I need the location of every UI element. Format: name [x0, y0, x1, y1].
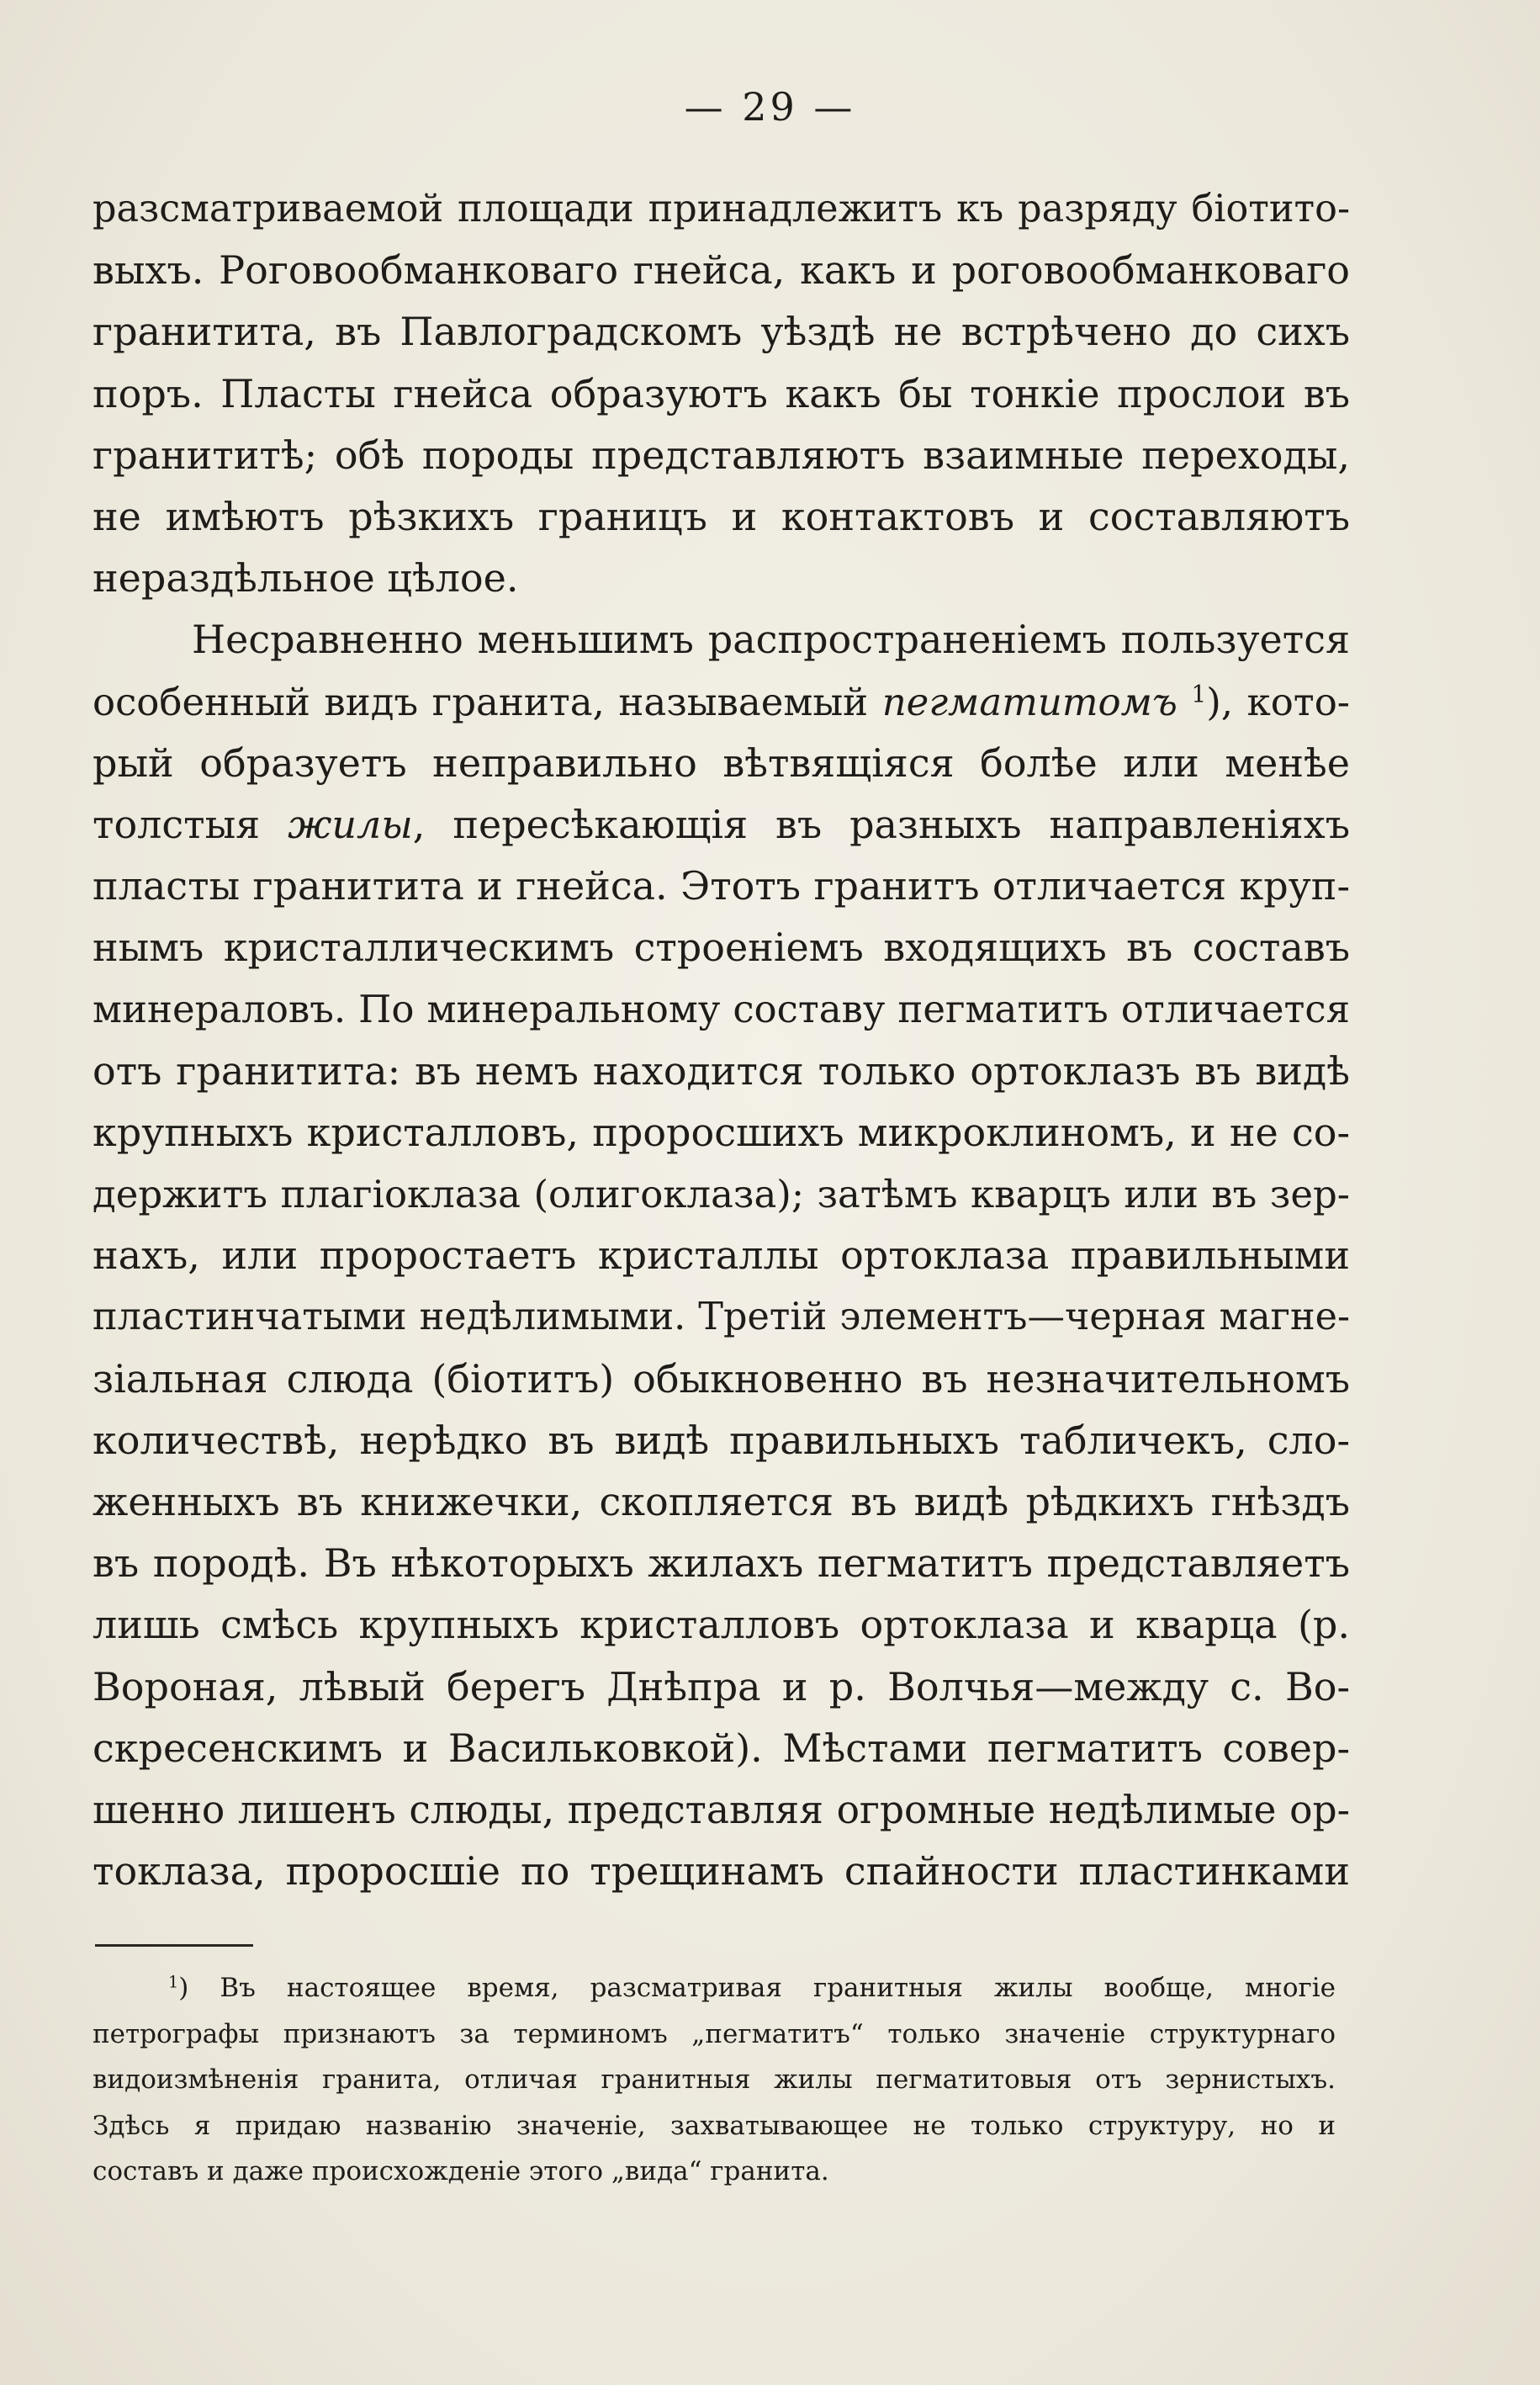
text-line [93, 794, 1350, 856]
text-line: не имѣютъ рѣзкихъ границъ и контактовъ и составляютъ [93, 493, 1350, 539]
text-line [93, 671, 1350, 733]
text-line: Несравненно меньшимъ распространеніемъ пользуется [192, 617, 1350, 663]
footnote-reference: 1 [1191, 680, 1207, 708]
text-fragment: ) Въ настоящее время, разсматривая гранитныя жилы вообще, многіе [178, 1973, 1336, 2003]
text-line: нымъ кристаллическимъ строеніемъ входящихъ въ составъ [93, 925, 1350, 971]
text-line: пластинчатыми недѣлимыми. Третій элементъ—черная магне- [93, 1296, 1350, 1339]
footnote-divider [95, 1944, 253, 1947]
text-fragment: , пересѣкающія въ разныхъ направленіяхъ [412, 801, 1351, 847]
text-line: лишь смѣсь крупныхъ кристалловъ ортоклаза и кварца (р. [93, 1602, 1350, 1648]
text-line: гранититѣ; обѣ породы представляютъ взаимные переходы, [93, 432, 1350, 478]
text-line: количествѣ, нерѣдко въ видѣ правильныхъ табличекъ, сло- [93, 1417, 1350, 1463]
text-line: рый образуетъ неправильно вѣтвящіяся болѣе или менѣе [93, 739, 1350, 786]
italic-term-veins: жилы [288, 801, 413, 847]
text-line: скресенскимъ и Васильковкой). Мѣстами пегматитъ совер- [93, 1725, 1350, 1771]
footnote-line: Здѣсь я придаю названію значеніе, захватывающее не только структуру, но и [93, 2110, 1336, 2141]
text-line: минераловъ. По минеральному составу пегматитъ отличается [93, 987, 1350, 1032]
footnote-line: видоизмѣненія гранита, отличая гранитныя жилы пегматитовыя отъ зернистыхъ. [93, 2064, 1336, 2096]
text-line: поръ. Пласты гнейса образуютъ какъ бы тонкіе прослои въ [93, 370, 1350, 416]
text-fragment: особенный видъ гранита, называемый [93, 679, 882, 724]
text-fragment: ), кото- [1206, 679, 1351, 724]
text-line: въ породѣ. Въ нѣкоторыхъ жилахъ пегматитъ представляетъ [93, 1540, 1350, 1587]
text-line: нахъ, или проростаетъ кристаллы ортоклаза правильными [93, 1232, 1350, 1279]
text-line: женныхъ въ книжечки, скопляется въ видѣ рѣдкихъ гнѣздъ [93, 1478, 1350, 1524]
footnote-line [93, 1965, 1336, 2011]
main-text [93, 178, 1350, 1902]
text-line: Вороная, лѣвый берегъ Днѣпра и р. Волчья—между с. Во- [93, 1663, 1350, 1709]
text-line: пласты гранитита и гнейса. Этотъ гранитъ отличается круп- [93, 863, 1350, 909]
footnote [93, 1965, 1336, 2195]
text-fragment: толстыя [93, 801, 288, 847]
footnote-marker: 1 [168, 1972, 179, 1992]
text-line: токлаза, проросшіе по трещинамъ спайности пластинками [93, 1848, 1350, 1895]
page-number: — 29 — [684, 84, 856, 130]
text-line: шенно лишенъ слюды, представляя огромные недѣлимые ор- [93, 1787, 1350, 1832]
text-line: держитъ плагіоклаза (олигоклаза); затѣмъ кварцъ или въ зер- [93, 1172, 1350, 1216]
text-line: зіальная слюда (біотитъ) обыкновенно въ незначительномъ [93, 1355, 1350, 1402]
text-line: разсматриваемой площади принадлежитъ къ разряду біотито- [93, 188, 1350, 231]
text-line: выхъ. Роговообманковаго гнейса, какъ и роговообманковаго [93, 247, 1350, 294]
footnote-line: составъ и даже происхожденіе этого „вида“ гранита. [93, 2156, 829, 2187]
text-line: нераздѣльное цѣлое. [93, 555, 519, 602]
text-line: крупныхъ кристалловъ, проросшихъ микроклиномъ, и не со- [93, 1109, 1350, 1155]
footnote-line: петрографы признаютъ за терминомъ „пегматитъ“ только значеніе структурнаго [93, 2018, 1336, 2049]
text-line: отъ гранитита: въ немъ находится только ортоклазъ въ видѣ [93, 1047, 1350, 1094]
italic-term-pegmatite: пегматитомъ [881, 679, 1177, 724]
text-line: гранитита, въ Павлоградскомъ уѣздѣ не встрѣчено до сихъ [93, 309, 1350, 355]
